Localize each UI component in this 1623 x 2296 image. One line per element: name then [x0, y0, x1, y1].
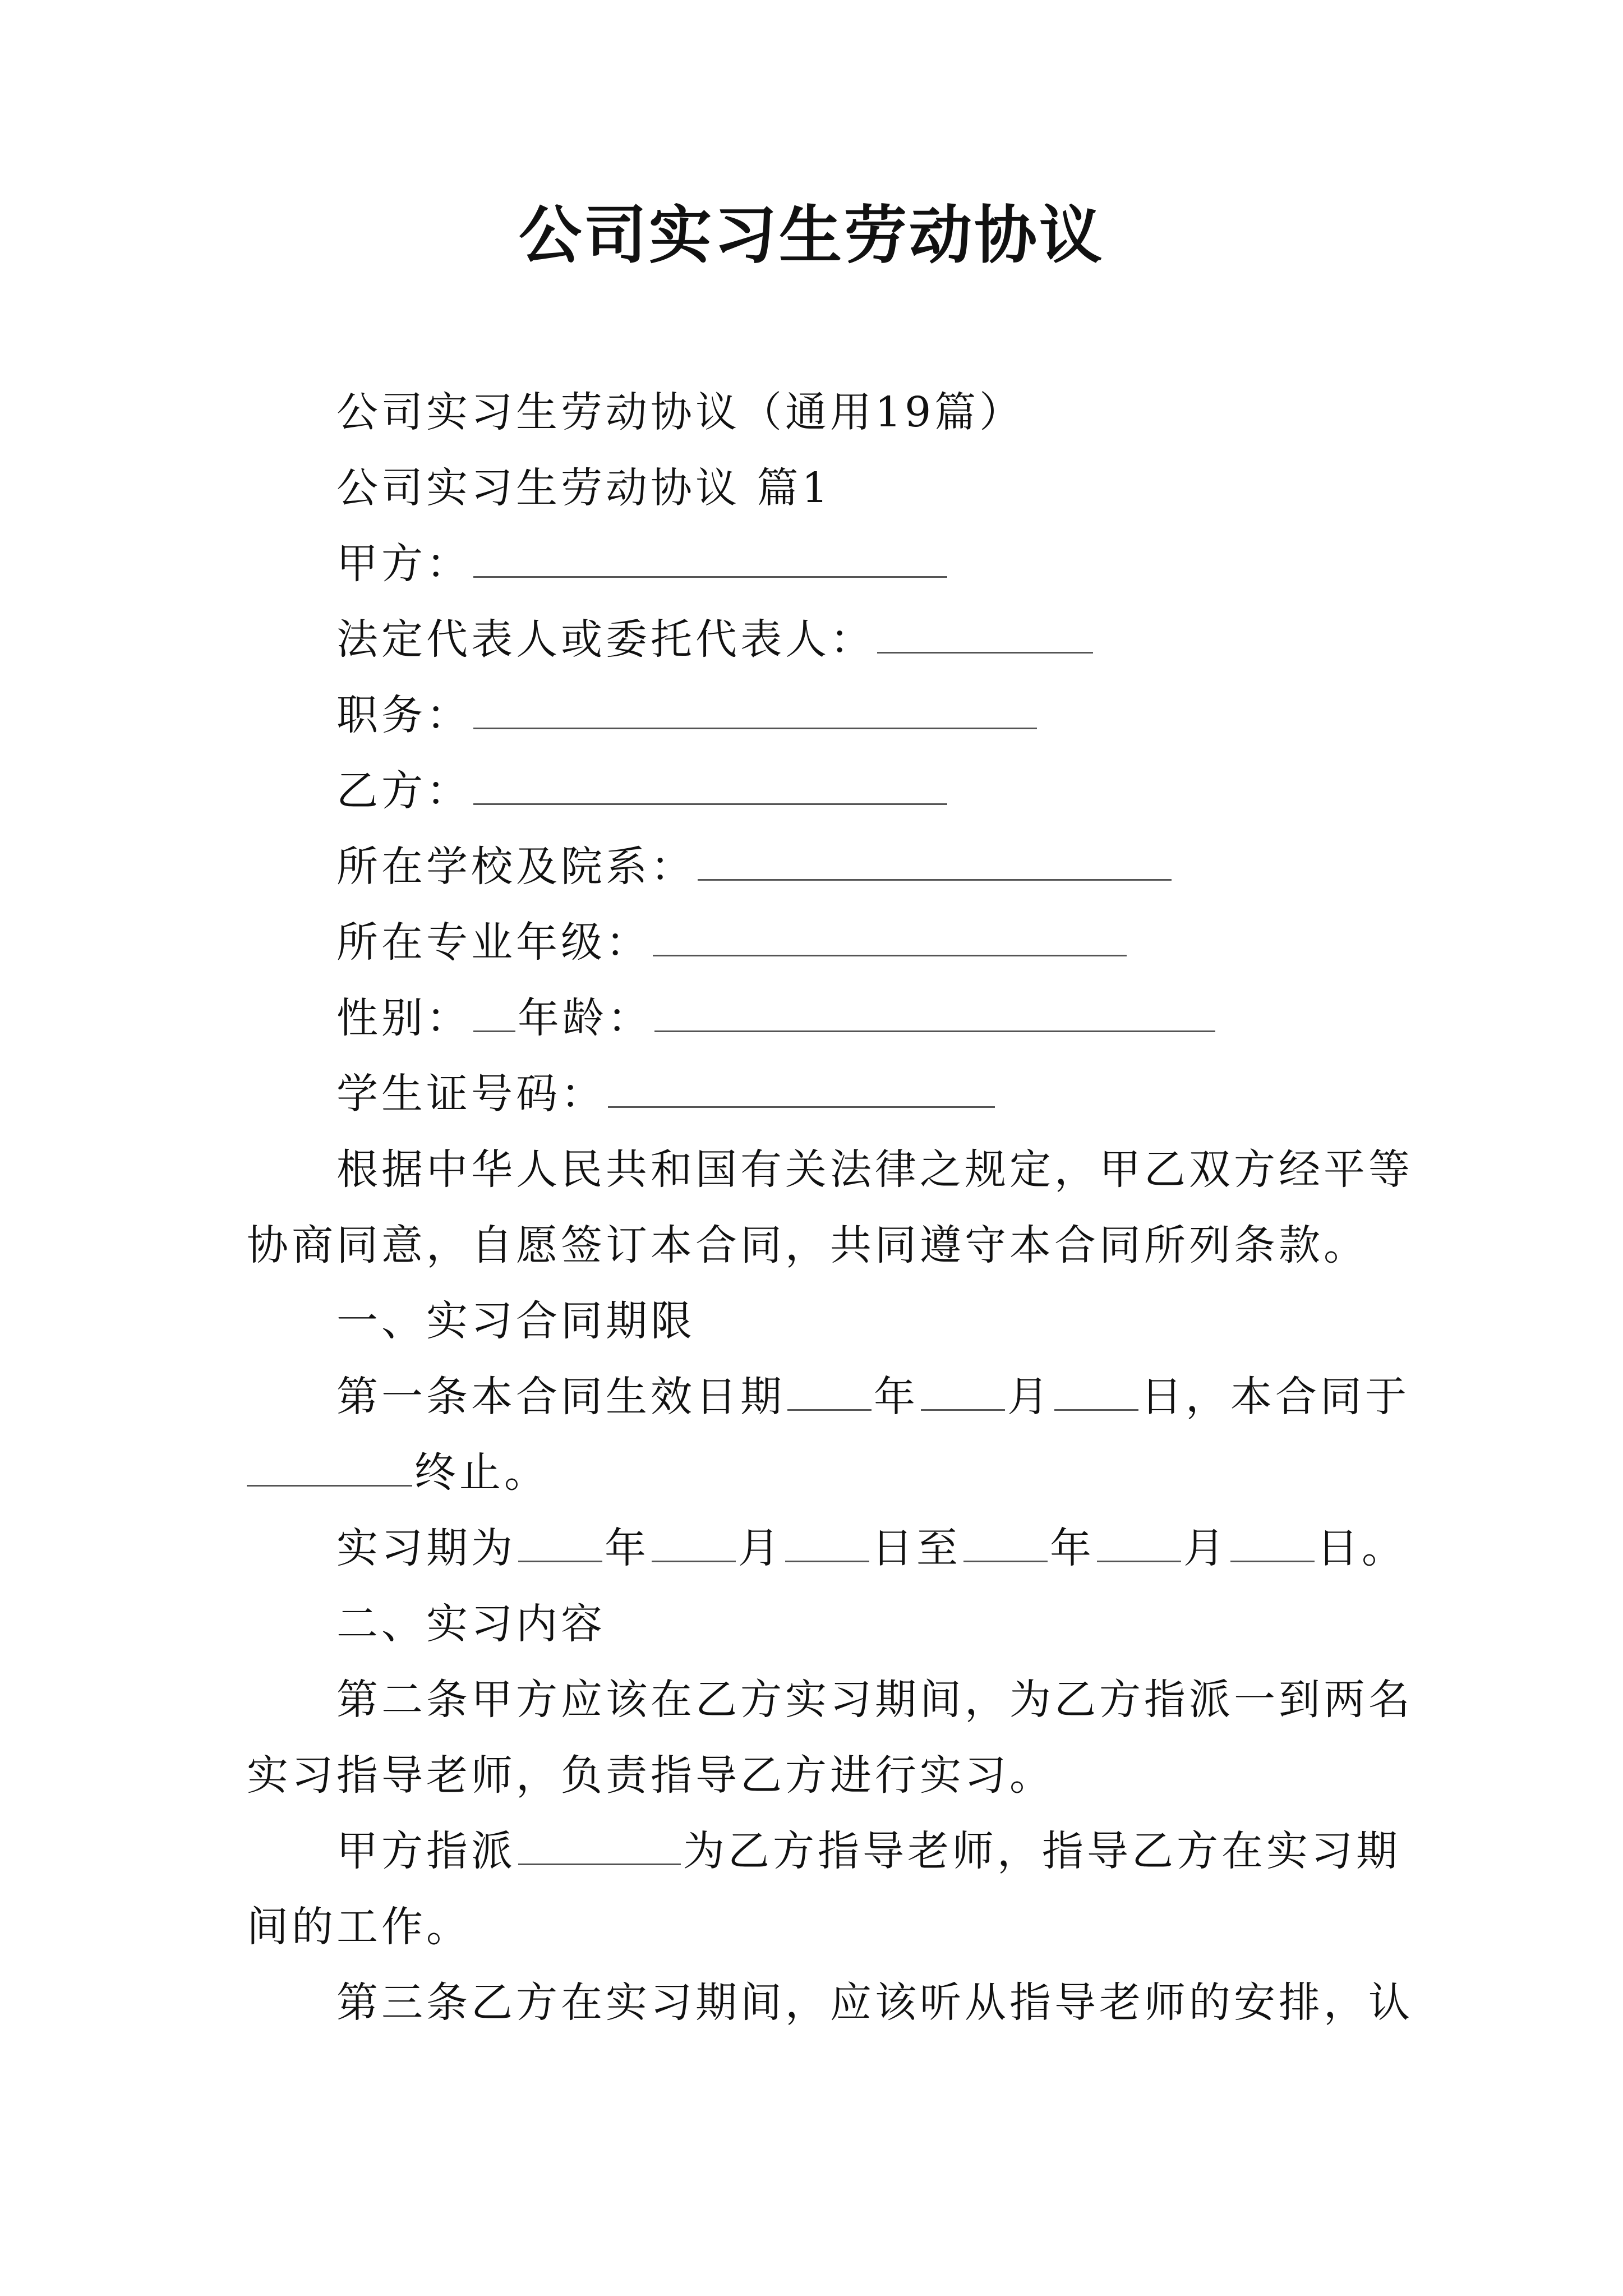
- day-to-label: 日至: [872, 1524, 961, 1572]
- party-b-blank: [473, 767, 947, 805]
- gender-label: 性别：: [336, 994, 471, 1042]
- section-2-heading: 二、实习内容: [336, 1600, 606, 1648]
- gender-blank: [473, 995, 515, 1032]
- internship-period: [336, 1520, 1407, 1576]
- period-end-day-blank: [1230, 1525, 1315, 1562]
- piece-heading: 公司实习生劳动协议 篇1: [336, 464, 832, 512]
- gender-age-field: [336, 990, 1218, 1046]
- student-id-blank: [608, 1070, 995, 1108]
- position-field: [336, 687, 1039, 743]
- party-b-field: [336, 763, 949, 819]
- school-field: [336, 839, 1174, 895]
- period-label: 实习期为: [336, 1524, 516, 1572]
- major-label: 所在专业年级：: [336, 918, 651, 967]
- school-blank: [698, 843, 1172, 881]
- article-1-text: 第一条本合同生效日期: [336, 1373, 785, 1421]
- age-blank: [654, 995, 1215, 1032]
- article-2-line-1: 第二条甲方应该在乙方实习期间，为乙方指派一到两名: [336, 1676, 1413, 1724]
- day-end-label: 日。: [1317, 1524, 1407, 1572]
- party-a-blank: [473, 540, 947, 578]
- document-title: 公司实习生劳动协议: [519, 199, 1104, 272]
- article-3-line-1: 第三条乙方在实习期间，应该听从指导老师的安排，认: [336, 1978, 1413, 2027]
- assign-line-2: 间的工作。: [247, 1903, 471, 1951]
- paragraph-1-line-1: 根据中华人民共和国有关法律之规定，甲乙双方经平等: [336, 1145, 1413, 1194]
- period-start-month-blank: [652, 1525, 736, 1562]
- legal-rep-blank: [877, 616, 1093, 654]
- end-date-blank: [247, 1449, 412, 1487]
- student-id-field: [336, 1066, 997, 1122]
- major-field: [336, 914, 1129, 970]
- assign-text: 为乙方指导老师，指导乙方在实习期: [683, 1827, 1401, 1875]
- legal-rep-label: 法定代表人或委托代表人：: [336, 615, 875, 664]
- period-end-month-blank: [1097, 1525, 1181, 1562]
- start-day-blank: [1054, 1373, 1138, 1411]
- party-a-label: 甲方：: [336, 540, 471, 588]
- age-label: 年龄：: [518, 994, 652, 1042]
- article-1-line-2: [247, 1444, 549, 1501]
- legal-rep-field: [336, 611, 1095, 668]
- subtitle: 公司实习生劳动协议（通用19篇）: [336, 388, 1025, 436]
- major-blank: [653, 919, 1127, 956]
- start-month-blank: [921, 1373, 1005, 1411]
- period-end-year-blank: [963, 1525, 1048, 1562]
- school-label: 所在学校及院系：: [336, 843, 695, 891]
- student-id-label: 学生证号码：: [336, 1070, 606, 1118]
- period-month-label: 月: [738, 1524, 783, 1572]
- period-start-day-blank: [785, 1525, 869, 1562]
- position-label: 职务：: [336, 691, 471, 739]
- period-end-month-label: 月: [1183, 1524, 1228, 1572]
- paragraph-1-line-2: 协商同意，自愿签订本合同，共同遵守本合同所列条款。: [247, 1221, 1368, 1269]
- day-comma-label: 日，本合同于: [1141, 1373, 1410, 1421]
- year-label: 年: [874, 1373, 919, 1421]
- article-1-line-1: [336, 1369, 1410, 1425]
- position-blank: [473, 692, 1037, 729]
- assign-line-1: [336, 1823, 1401, 1879]
- period-year-label: 年: [605, 1524, 649, 1572]
- party-a-field: [336, 536, 949, 592]
- period-end-year-label: 年: [1050, 1524, 1095, 1572]
- mentor-blank: [518, 1828, 681, 1865]
- period-start-year-blank: [518, 1525, 602, 1562]
- party-b-label: 乙方：: [336, 767, 471, 815]
- month-label: 月: [1007, 1373, 1052, 1421]
- article-2-line-2: 实习指导老师，负责指导乙方进行实习。: [247, 1751, 1054, 1800]
- assign-label: 甲方指派: [336, 1827, 516, 1875]
- section-1-heading: 一、实习合同期限: [336, 1297, 695, 1345]
- start-year-blank: [787, 1373, 872, 1411]
- end-label: 终止。: [414, 1448, 549, 1497]
